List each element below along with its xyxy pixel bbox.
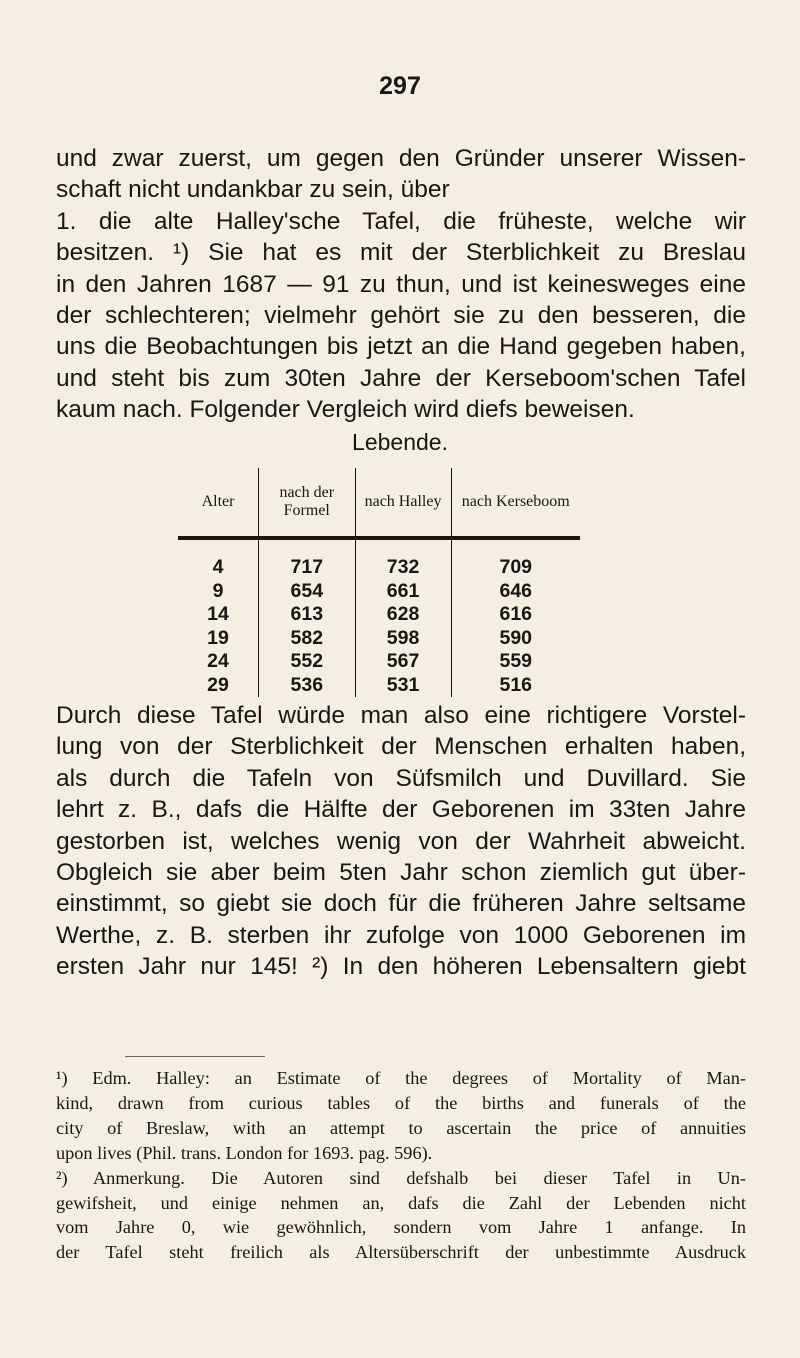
footnote-line: kind, drawn from curious tables of the births and funerals of the — [56, 1092, 746, 1113]
cell-kerseboom: 559 — [451, 650, 580, 674]
mortality-table — [178, 468, 580, 697]
text-line: und zwar zuerst, um gegen den Gründer unserer Wissen- — [56, 145, 746, 172]
text-line: in den Jahren 1687 — 91 zu thun, und ist keinesweges eine — [56, 270, 746, 298]
table-row — [178, 650, 580, 674]
cell-formel: 613 — [259, 603, 356, 627]
text-line: einstimmt, so giebt sie doch für die früheren Jahre seltsame — [56, 890, 746, 918]
table-title: Lebende. — [352, 429, 448, 455]
cell-alter: 14 — [207, 603, 229, 625]
text-line: lung von der Sterblichkeit der Menschen erhalten haben, — [56, 733, 746, 761]
cell-kerseboom: 590 — [451, 627, 580, 651]
cell-formel: 552 — [259, 650, 356, 674]
text-line: ersten Jahr nur 145! ²) In den höheren Lebensaltern giebt — [56, 953, 746, 981]
text-line: und steht bis zum 30ten Jahre der Kerseboom'schen Tafel — [56, 364, 746, 392]
cell-kerseboom: 516 — [451, 674, 580, 698]
text-line: uns die Beobachtungen bis jetzt an die Hand gegeben haben, — [56, 333, 746, 361]
body-text-bottom — [56, 700, 746, 983]
footnote-line: ¹) Edm. Halley: an Estimate of the degrees of Mortality of Man- — [56, 1068, 746, 1088]
footnote-line: ²) Anmerkung. Die Autoren sind defshalb bei dieser Tafel in Un- — [56, 1167, 746, 1188]
cell-halley: 567 — [355, 650, 451, 674]
table-row — [178, 580, 580, 604]
text-line: schaft nicht undankbar zu sein, über — [56, 176, 450, 204]
text-line: der schlechteren; vielmehr gehört sie zu den besseren, die — [56, 302, 746, 330]
cell-alter: 4 — [212, 556, 224, 578]
cell-kerseboom: 709 — [451, 538, 580, 580]
table-row — [178, 538, 580, 580]
page-number: 297 — [379, 72, 421, 100]
cell-formel: 717 — [259, 538, 356, 580]
cell-halley: 661 — [355, 580, 451, 604]
table-row — [178, 603, 580, 627]
header-kerseboom: nach Kerseboom — [451, 468, 580, 538]
cell-alter: 29 — [207, 673, 229, 696]
footnote-line: der Tafel steht freilich als Altersüberschrift der unbestimmte Ausdruck — [56, 1242, 746, 1263]
table-row — [178, 627, 580, 651]
footnotes — [56, 1066, 746, 1265]
text-line: Obgleich sie aber beim 5ten Jahr schon ziemlich gut über- — [56, 859, 746, 887]
footnote-divider — [125, 1056, 265, 1057]
footnote-line: gewifsheit, und einige nehmen an, dafs die Zahl der Lebenden nicht — [56, 1192, 746, 1213]
body-text-top — [56, 143, 746, 426]
text-line: lehrt z. B., dafs die Hälfte der Geborenen im 33ten Jahre — [56, 796, 746, 824]
cell-halley: 732 — [355, 538, 451, 580]
text-line: als durch die Tafeln von Süfsmilch und Duvillard. Sie — [56, 764, 746, 792]
text-line: Werthe, z. B. sterben ihr zufolge von 1000 Geborenen im — [56, 921, 746, 949]
cell-formel: 582 — [259, 627, 356, 651]
text-line: gestorben ist, welches wenig von der Wahrheit abweicht. — [56, 827, 746, 855]
text-line: besitzen. ¹) Sie hat es mit der Sterblichkeit zu Breslau — [56, 239, 746, 267]
cell-formel: 654 — [259, 580, 356, 604]
header-alter: Alter — [178, 468, 259, 538]
cell-halley: 531 — [355, 674, 451, 698]
header-halley: nach Halley — [355, 468, 451, 538]
footnote-line: city of Breslaw, with an attempt to ascertain the price of annuities — [56, 1117, 746, 1138]
table-row — [178, 674, 580, 698]
cell-alter: 19 — [207, 626, 229, 649]
cell-formel: 536 — [259, 674, 356, 698]
footnote-line: vom Jahre 0, wie gewöhnlich, sondern vom Jahre 1 anfange. In — [56, 1217, 746, 1238]
cell-alter: 9 — [212, 579, 224, 602]
text-line: 1. die alte Halley'sche Tafel, die früheste, welche wir — [56, 207, 746, 235]
cell-halley: 628 — [355, 603, 451, 627]
cell-kerseboom: 646 — [451, 580, 580, 604]
cell-halley: 598 — [355, 627, 451, 651]
cell-alter: 24 — [207, 650, 229, 672]
text-line: kaum nach. Folgender Vergleich wird diefs beweisen. — [56, 396, 635, 424]
cell-kerseboom: 616 — [451, 603, 580, 627]
text-line: Durch diese Tafel würde man also eine richtigere Vorstel- — [56, 702, 746, 729]
header-formel: nach der Formel — [259, 468, 356, 538]
footnote-line: upon lives (Phil. trans. London for 1693. pag. 596). — [56, 1142, 433, 1163]
